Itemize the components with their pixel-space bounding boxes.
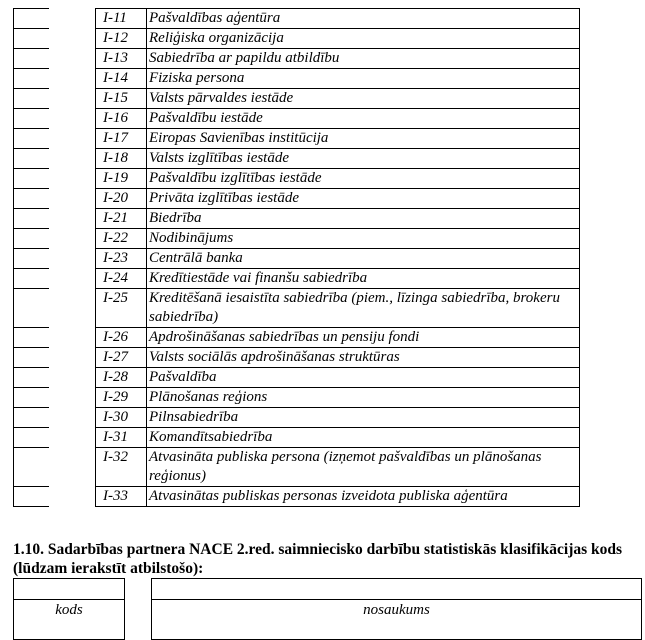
table-row xyxy=(14,348,580,368)
name-cell: Valsts pārvaldes iestāde xyxy=(147,89,580,109)
name-cell: Kreditēšanā iesaistīta sabiedrība (piem., līzinga sabiedrība, brokeru sabiedrība) xyxy=(147,289,580,328)
checkbox-cell[interactable] xyxy=(14,129,50,149)
code-cell: I-23 xyxy=(96,249,147,269)
checkbox-cell[interactable] xyxy=(14,89,50,109)
code-cell: I-26 xyxy=(96,328,147,348)
spacer-cell xyxy=(49,408,96,428)
spacer-cell xyxy=(49,428,96,448)
spacer-cell xyxy=(49,69,96,89)
code-cell: I-22 xyxy=(96,229,147,249)
checkbox-cell[interactable] xyxy=(14,487,50,507)
table-row xyxy=(14,328,580,348)
nace-name-field[interactable] xyxy=(151,578,642,640)
name-cell: Atvasinātas publiskas personas izveidota publiska aģentūra xyxy=(147,487,580,507)
code-cell: I-21 xyxy=(96,209,147,229)
code-cell: I-33 xyxy=(96,487,147,507)
spacer-cell xyxy=(49,169,96,189)
spacer-cell xyxy=(49,29,96,49)
code-cell: I-31 xyxy=(96,428,147,448)
name-cell: Plānošanas reģions xyxy=(147,388,580,408)
name-cell: Pilnsabiedrība xyxy=(147,408,580,428)
spacer-cell xyxy=(49,348,96,368)
table-row xyxy=(14,408,580,428)
table-row xyxy=(14,109,580,129)
code-cell: I-15 xyxy=(96,89,147,109)
name-cell: Privāta izglītības iestāde xyxy=(147,189,580,209)
checkbox-cell[interactable] xyxy=(14,49,50,69)
checkbox-cell[interactable] xyxy=(14,428,50,448)
spacer-cell xyxy=(49,229,96,249)
table-row xyxy=(14,69,580,89)
table-row xyxy=(14,149,580,169)
code-cell: I-17 xyxy=(96,129,147,149)
table-row xyxy=(14,209,580,229)
checkbox-cell[interactable] xyxy=(14,109,50,129)
table-row xyxy=(14,9,580,29)
spacer-cell xyxy=(49,129,96,149)
table-row xyxy=(14,428,580,448)
checkbox-cell[interactable] xyxy=(14,169,50,189)
table-row xyxy=(14,169,580,189)
code-cell: I-24 xyxy=(96,269,147,289)
spacer-cell xyxy=(49,487,96,507)
table-row xyxy=(14,269,580,289)
spacer-cell xyxy=(49,289,96,328)
name-cell: Reliģiska organizācija xyxy=(147,29,580,49)
table-row xyxy=(14,129,580,149)
table-row xyxy=(14,448,580,487)
table-row xyxy=(14,289,580,328)
spacer-cell xyxy=(49,269,96,289)
checkbox-cell[interactable] xyxy=(14,448,50,487)
checkbox-cell[interactable] xyxy=(14,408,50,428)
table-row xyxy=(14,29,580,49)
code-cell: I-13 xyxy=(96,49,147,69)
nace-code-label: kods xyxy=(55,602,83,618)
spacer-cell xyxy=(49,209,96,229)
checkbox-cell[interactable] xyxy=(14,348,50,368)
code-cell: I-19 xyxy=(96,169,147,189)
table-row xyxy=(14,49,580,69)
name-cell: Sabiedrība ar papildu atbildību xyxy=(147,49,580,69)
spacer-cell xyxy=(49,89,96,109)
name-cell: Valsts sociālās apdrošināšanas struktūras xyxy=(147,348,580,368)
spacer-cell xyxy=(49,9,96,29)
checkbox-cell[interactable] xyxy=(14,29,50,49)
table-row xyxy=(14,487,580,507)
table-row xyxy=(14,388,580,408)
name-cell: Biedrība xyxy=(147,209,580,229)
checkbox-cell[interactable] xyxy=(14,249,50,269)
spacer-cell xyxy=(49,388,96,408)
spacer-cell xyxy=(49,189,96,209)
spacer-cell xyxy=(49,109,96,129)
checkbox-cell[interactable] xyxy=(14,388,50,408)
table-row xyxy=(14,189,580,209)
name-cell: Fiziska persona xyxy=(147,69,580,89)
name-cell: Apdrošināšanas sabiedrības un pensiju fondi xyxy=(147,328,580,348)
table-row xyxy=(14,368,580,388)
name-cell: Nodibinājums xyxy=(147,229,580,249)
checkbox-cell[interactable] xyxy=(14,209,50,229)
spacer-cell xyxy=(49,328,96,348)
code-cell: I-16 xyxy=(96,109,147,129)
spacer-cell xyxy=(49,448,96,487)
name-cell: Kredītiestāde vai finanšu sabiedrība xyxy=(147,269,580,289)
code-cell: I-29 xyxy=(96,388,147,408)
checkbox-cell[interactable] xyxy=(14,149,50,169)
name-cell: Komandītsabiedrība xyxy=(147,428,580,448)
organization-type-table xyxy=(13,8,580,507)
name-cell: Atvasināta publiska persona (izņemot pašvaldības un plānošanas reģionus) xyxy=(147,448,580,487)
name-cell: Valsts izglītības iestāde xyxy=(147,149,580,169)
code-cell: I-14 xyxy=(96,69,147,89)
table-row xyxy=(14,229,580,249)
table-row xyxy=(14,89,580,109)
spacer-cell xyxy=(49,149,96,169)
checkbox-cell[interactable] xyxy=(14,189,50,209)
code-cell: I-18 xyxy=(96,149,147,169)
name-cell: Pašvaldība xyxy=(147,368,580,388)
name-cell: Pašvaldību iestāde xyxy=(147,109,580,129)
code-cell: I-30 xyxy=(96,408,147,428)
code-cell: I-12 xyxy=(96,29,147,49)
table-row xyxy=(14,249,580,269)
checkbox-cell[interactable] xyxy=(14,289,50,328)
nace-code-field[interactable] xyxy=(13,578,125,640)
code-cell: I-25 xyxy=(96,289,147,328)
code-cell: I-27 xyxy=(96,348,147,368)
code-cell: I-11 xyxy=(96,9,147,29)
code-cell: I-28 xyxy=(96,368,147,388)
checkbox-cell[interactable] xyxy=(14,229,50,249)
nace-name-label: nosaukums xyxy=(363,602,430,618)
name-cell: Eiropas Savienības institūcija xyxy=(147,129,580,149)
spacer-cell xyxy=(49,368,96,388)
code-cell: I-32 xyxy=(96,448,147,487)
section-1-10-title: 1.10. Sadarbības partnera NACE 2.red. saimniecisko darbību statistiskās klasifikācijas kods (lūdzam ierakstīt atbilstošo): xyxy=(13,541,623,577)
checkbox-cell[interactable] xyxy=(14,368,50,388)
name-cell: Pašvaldību izglītības iestāde xyxy=(147,169,580,189)
checkbox-cell[interactable] xyxy=(14,9,50,29)
code-cell: I-20 xyxy=(96,189,147,209)
checkbox-cell[interactable] xyxy=(14,269,50,289)
name-cell: Centrālā banka xyxy=(147,249,580,269)
spacer-cell xyxy=(49,249,96,269)
checkbox-cell[interactable] xyxy=(14,328,50,348)
spacer-cell xyxy=(49,49,96,69)
checkbox-cell[interactable] xyxy=(14,69,50,89)
name-cell: Pašvaldības aģentūra xyxy=(147,9,580,29)
